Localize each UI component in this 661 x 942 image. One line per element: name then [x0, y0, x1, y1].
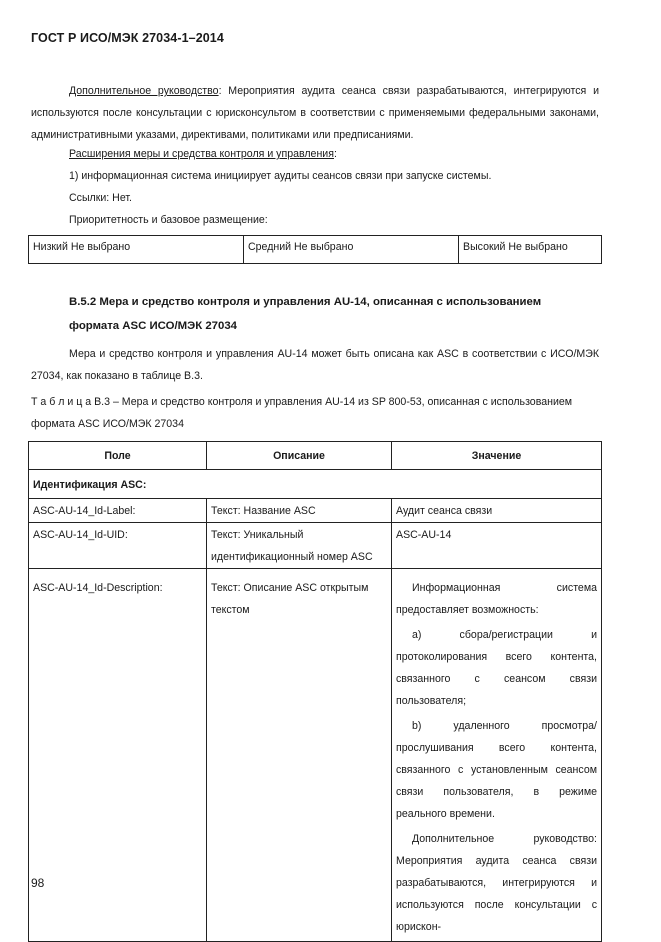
- caption-text: В.3 – Мера и средство контроля и управления AU-14 из SP 800-53, описанная с использованием формата ASC ИСО/МЭК 27034: [31, 396, 573, 430]
- priority-label: Приоритетность и базовое размещение:: [69, 214, 268, 226]
- row-value: [392, 569, 602, 942]
- references: Ссылки: Нет.: [69, 192, 132, 204]
- priority-table: [28, 235, 602, 264]
- row-value: ASC-AU-14: [392, 523, 602, 569]
- priority-row: [29, 236, 602, 264]
- extensions-label: Расширения меры и средства контроля и управления: [69, 148, 334, 160]
- header-description: Описание: [207, 442, 392, 470]
- header-value: Значение: [392, 442, 602, 470]
- row-field: ASC-AU-14_Id-Description:: [29, 569, 207, 942]
- page-number: 98: [31, 876, 45, 890]
- extensions-heading: [69, 143, 337, 165]
- value-paragraph: Информационная система предоставляет возможность:: [396, 582, 597, 616]
- row-value: Аудит сеанса связи: [392, 499, 602, 523]
- guidance-text: : Мероприятия аудита сеанса связи разрабатываются, интегрируются и используются после консультации с юрисконсультом в соответствии с применяемыми федеральными законами, административными указами, директивами, политиками или предписаниями.: [31, 85, 599, 141]
- caption-label: Т а б л и ц а: [31, 396, 92, 408]
- row-description: Текст: Описание ASC открытым текстом: [207, 569, 392, 942]
- intro-paragraph: Мера и средство контроля и управления AU-14 может быть описана как ASC в соответствии с ИСО/МЭК 27034, как показано в таблице В.3.: [31, 348, 599, 382]
- guidance-paragraph: [31, 80, 599, 146]
- value-paragraph: Дополнительное руководство: Мероприятия аудита сеанса связи разрабатываются, интегрируются и используются после консультации с юрискон-: [396, 833, 597, 933]
- section-row: [29, 470, 602, 499]
- table-row: [29, 569, 602, 942]
- document-header: ГОСТ Р ИСО/МЭК 27034-1–2014: [31, 31, 224, 45]
- table-row: [29, 499, 602, 523]
- priority-medium: Средний Не выбрано: [244, 236, 459, 264]
- row-description: Текст: Уникальный идентификационный номер ASC: [207, 523, 392, 569]
- extension-item-1: 1) информационная система инициирует аудиты сеансов связи при запуске системы.: [69, 170, 492, 182]
- table-caption: [31, 391, 599, 435]
- header-field: Поле: [29, 442, 207, 470]
- table-row: [29, 523, 602, 569]
- row-description: Текст: Название ASC: [207, 499, 392, 523]
- priority-high: Высокий Не выбрано: [459, 236, 602, 264]
- section-heading: [69, 290, 541, 338]
- table-header-row: [29, 442, 602, 470]
- value-paragraph: а) сбора/регистрации и протоколирования всего контента, связанного с сеансом связи пользователя;: [396, 629, 597, 707]
- section-heading-line2: формата ASC ИСО/МЭК 27034: [69, 320, 238, 332]
- section-row-label: Идентификация ASC:: [29, 470, 602, 499]
- row-field: ASC-AU-14_Id-UID:: [29, 523, 207, 569]
- guidance-label: Дополнительное руководство: [69, 85, 219, 97]
- asc-table: [28, 441, 602, 942]
- extensions-colon: :: [333, 148, 337, 160]
- priority-low: Низкий Не выбрано: [29, 236, 244, 264]
- value-paragraph: b) удаленного просмотра/прослушивания всего контента, связанного с установленным сеансом связи пользователя, в режиме реального времени.: [396, 720, 597, 820]
- section-heading-line1: В.5.2 Мера и средство контроля и управления AU-14, описанная с использованием: [69, 296, 542, 308]
- row-field: ASC-AU-14_Id-Label:: [29, 499, 207, 523]
